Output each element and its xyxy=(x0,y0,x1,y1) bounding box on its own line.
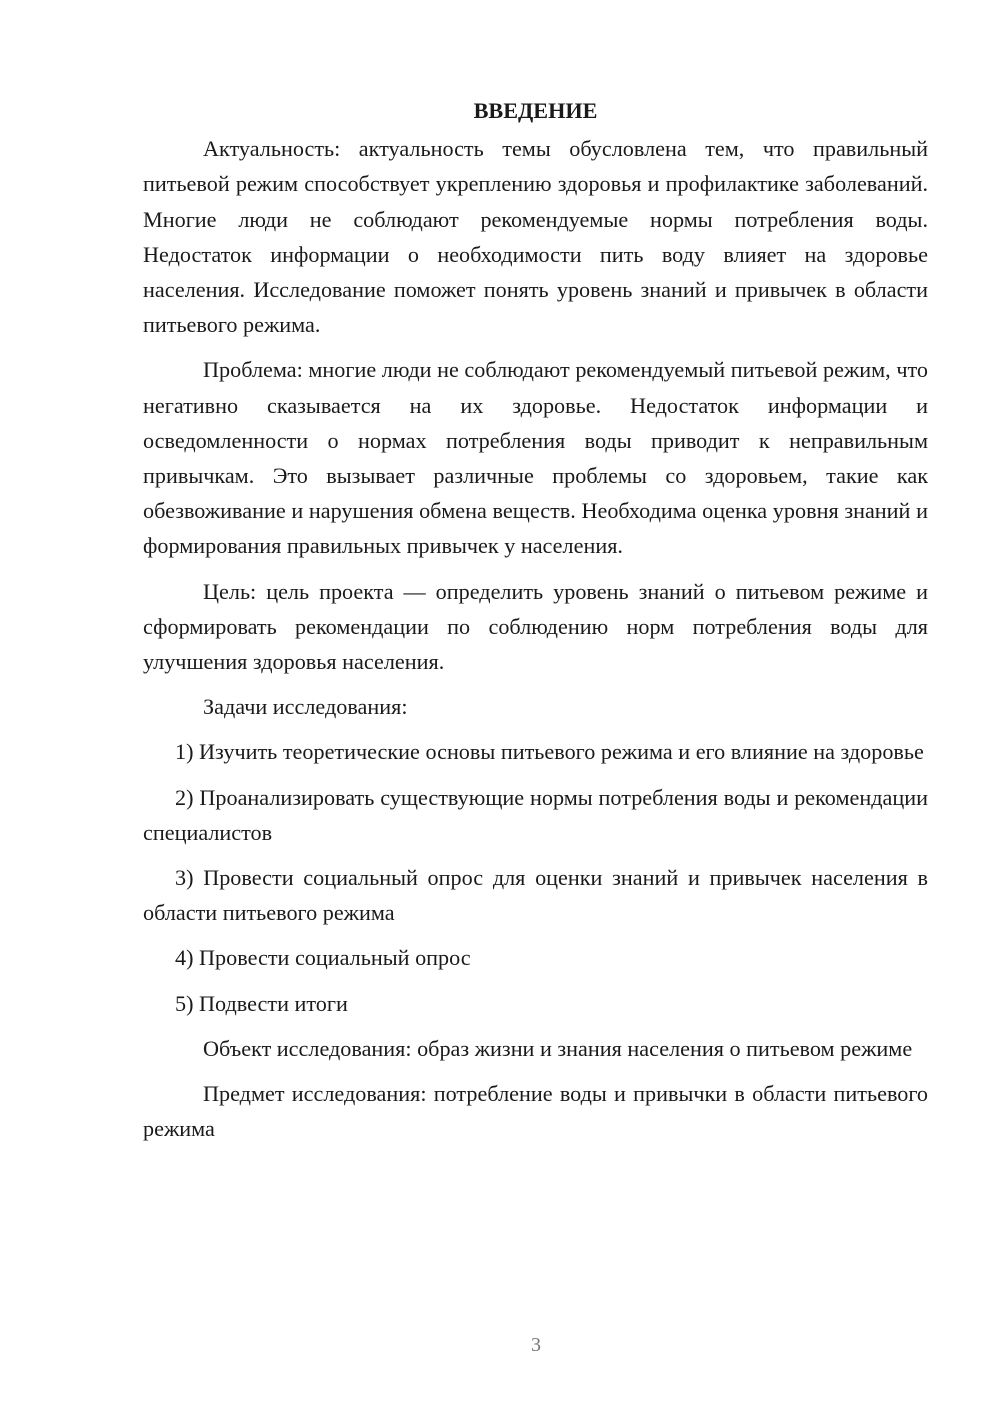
tasks-heading: Задачи исследования: xyxy=(203,694,408,720)
problem-paragraph: Проблема: многие люди не соблюдают рекомендуемый питьевой режим, что негативно сказывается на их здоровье. Недостаток информации и осведомленности о нормах потребления воды приводит к неправильным привычкам. Это вызывает различные проблемы со здоровьем, такие как обезвоживание и нарушения обмена веществ. Необходима оценка уровня знаний и формирования правильных привычек у населения. xyxy=(143,357,928,559)
page-content xyxy=(143,93,928,1146)
page-title: ВВЕДЕНИЕ xyxy=(473,98,598,123)
relevance-paragraph: Актуальность: актуальность темы обусловлена тем, что правильный питьевой режим способствует укреплению здоровья и профилактике заболеваний. Многие люди не соблюдают рекомендуемые нормы потребления воды. Недостаток информации о необходимости пить воду влияет на здоровье населения. Исследование поможет понять уровень знаний и привычек в области питьевого режима. xyxy=(143,136,928,338)
task-item-2: 2) Проанализировать существующие нормы потребления воды и рекомендации специалистов xyxy=(143,784,928,845)
research-object-paragraph: Объект исследования: образ жизни и знания населения о питьевом режиме xyxy=(203,1035,913,1061)
task-item-3: 3) Провести социальный опрос для оценки знаний и привычек населения в области питьевого режима xyxy=(143,865,928,926)
goal-paragraph: Цель: цель проекта — определить уровень знаний о питьевом режиме и сформировать рекомендации по соблюдению норм потребления воды для улучшения здоровья населения. xyxy=(143,578,928,675)
task-item-4: 4) Провести социальный опрос xyxy=(175,945,471,971)
task-item-1: 1) Изучить теоретические основы питьевого режима и его влияние на здоровье xyxy=(175,739,924,765)
page-number: 3 xyxy=(531,1334,541,1356)
task-item-5: 5) Подвести итоги xyxy=(175,990,348,1016)
research-subject-paragraph: Предмет исследования: потребление воды и привычки в области питьевого режима xyxy=(143,1081,928,1142)
